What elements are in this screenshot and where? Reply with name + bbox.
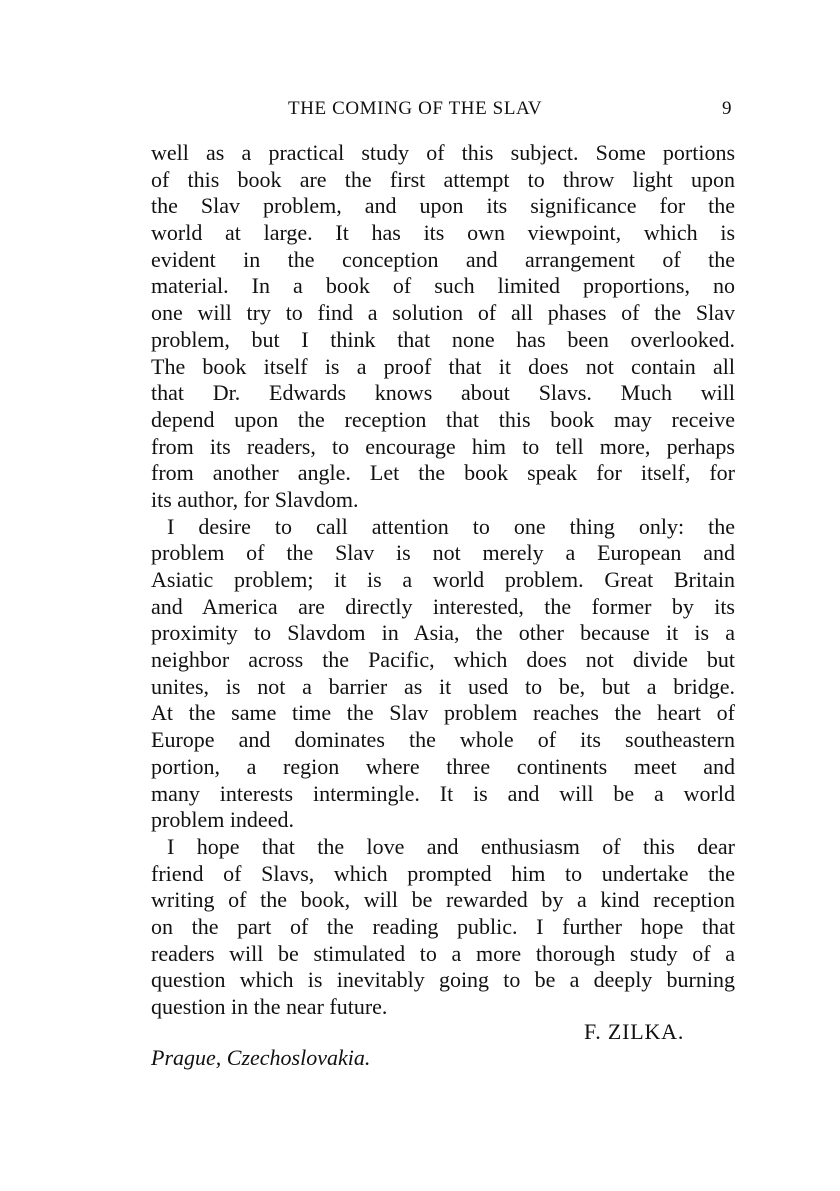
text-line: question in the near future. xyxy=(151,994,388,1019)
text-line: problem, but I think that none has been overlooked. xyxy=(151,326,735,352)
text-line: depend upon the reception that this book may receive xyxy=(151,406,735,432)
text-line: neighbor across the Pacific, which does not divide but xyxy=(151,647,735,673)
body-text xyxy=(151,140,735,1021)
text-line: on the part of the reading public. I further hope that xyxy=(151,913,735,939)
text-line: portion, a region where three continents meet and xyxy=(151,753,735,779)
text-line: problem indeed. xyxy=(151,807,294,833)
text-line: I hope that the love and enthusiasm of this dear xyxy=(167,833,735,859)
text-line: well as a practical study of this subject. Some portions xyxy=(151,140,735,165)
text-line: writing of the book, will be rewarded by a kind reception xyxy=(151,887,735,913)
text-line: that Dr. Edwards knows about Slavs. Much will xyxy=(151,380,735,406)
text-line: friend of Slavs, which prompted him to undertake the xyxy=(151,860,735,886)
text-line: the Slav problem, and upon its significance for the xyxy=(151,193,735,219)
text-line: Europe and dominates the whole of its southeastern xyxy=(151,727,735,753)
text-line: its author, for Slavdom. xyxy=(151,486,359,512)
text-line: and America are directly interested, the former by its xyxy=(151,593,735,619)
text-line: question which is inevitably going to be a deeply burning xyxy=(151,967,735,993)
paragraph-3 xyxy=(151,834,735,1021)
text-line: unites, is not a barrier as it used to be, but a bridge. xyxy=(151,673,735,699)
running-head-title: THE COMING OF THE SLAV xyxy=(288,98,543,119)
text-line: many interests intermingle. It is and will be a world xyxy=(151,780,735,806)
author-signature: F. ZILKA. xyxy=(584,1019,685,1044)
text-line: Asiatic problem; it is a world problem. Great Britain xyxy=(151,567,735,592)
text-line: The book itself is a proof that it does not contain all xyxy=(151,353,735,379)
text-line: world at large. It has its own viewpoint, which is xyxy=(151,220,735,246)
text-line: I desire to call attention to one thing only: the xyxy=(167,513,735,539)
text-line: evident in the conception and arrangement of the xyxy=(151,246,735,272)
paragraph-2 xyxy=(151,514,735,834)
place-line: Prague, Czechoslovakia. xyxy=(151,1045,371,1070)
text-line: proximity to Slavdom in Asia, the other because it is a xyxy=(151,620,735,646)
text-line: problem of the Slav is not merely a European and xyxy=(151,540,735,566)
paragraph-1 xyxy=(151,140,735,514)
text-line: readers will be stimulated to a more thorough study of a xyxy=(151,940,735,966)
text-line: of this book are the first attempt to throw light upon xyxy=(151,166,735,192)
page-number: 9 xyxy=(722,98,732,119)
text-line: from another angle. Let the book speak for itself, for xyxy=(151,460,735,486)
text-line: material. In a book of such limited proportions, no xyxy=(151,273,735,299)
text-line: At the same time the Slav problem reaches the heart of xyxy=(151,700,735,726)
text-line: one will try to find a solution of all phases of the Slav xyxy=(151,300,735,326)
text-line: from its readers, to encourage him to tell more, perhaps xyxy=(151,433,735,459)
